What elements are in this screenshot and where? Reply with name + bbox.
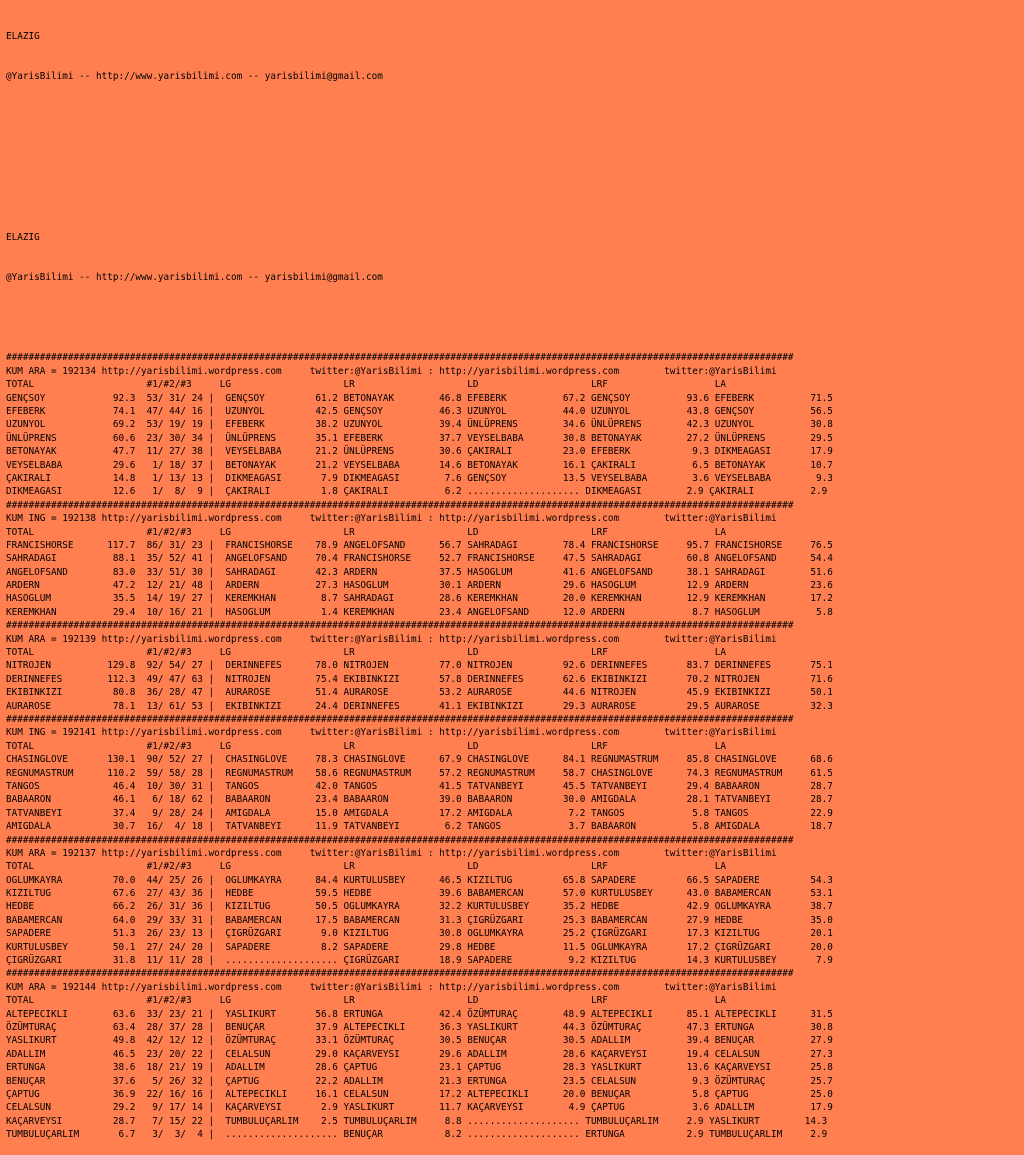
table-row: SAHRADAGI 88.1 35/ 52/ 41 | ANGELOFSAND 70.4 FRANCISHORSE 52.7 FRANCISHORSE 47.5 SAHRADAGI 60.8 ANGELOFSAND 54.4	[6, 553, 833, 565]
table-row: KEREMKHAN 29.4 10/ 16/ 21 | HASOGLUM 1.4 KEREMKHAN 23.4 ANGELOFSAND 12.0 ARDERN 8.7 HASOGLUM 5.8	[6, 606, 833, 618]
table-row: OGLUMKAYRA 70.0 44/ 25/ 26 | OGLUMKAYRA 84.4 KURTULUSBEY 46.5 KIZILTUG 65.8 SAPADERE 66.5 SAPADERE 54.3	[6, 874, 833, 886]
blank-line	[6, 110, 1024, 123]
separator-line: ############################################################################################################################################	[6, 713, 794, 725]
table-row: HASOGLUM 35.5 14/ 19/ 27 | KEREMKHAN 8.7 SAHRADAGI 28.6 KEREMKHAN 20.0 KEREMKHAN 12.9 KEREMKHAN 17.2	[6, 593, 833, 605]
column-headers: TOTAL #1/#2/#3 LG LR LD LRF LA	[6, 526, 727, 538]
table-row: ERTUNGA 38.6 18/ 21/ 19 | ADALLIM 28.6 ÇAPTUG 23.1 ÇAPTUG 28.3 YASLIKURT 13.6 KAÇARVEYSI 25.8	[6, 1062, 833, 1074]
separator-line: ############################################################################################################################################	[6, 968, 794, 980]
table-row: BABAMERCAN 64.0 29/ 33/ 31 | BABAMERCAN 17.5 BABAMERCAN 31.3 ÇIGRÜZGARI 25.3 BABAMERCAN 27.9 HEDBE 35.0	[6, 914, 833, 926]
table-row: FRANCISHORSE 117.7 86/ 31/ 23 | FRANCISHORSE 78.9 ANGELOFSAND 56.7 SAHRADAGI 78.4 FRANCISHORSE 95.7 FRANCISHORSE 76.5	[6, 539, 833, 551]
separator-line: ############################################################################################################################################	[6, 620, 794, 632]
separator-line: ############################################################################################################################################	[6, 834, 794, 846]
table-row: ÇIGRÜZGARI 31.8 11/ 11/ 28 | .................... ÇIGRÜZGARI 18.9 SAPADERE 9.2 KIZILTUG 14.3 KURTULUSBEY 7.9	[6, 955, 833, 967]
table-row: ARDERN 47.2 12/ 21/ 48 | ARDERN 27.3 HASOGLUM 30.1 ARDERN 29.6 HASOGLUM 12.9 ARDERN 23.6	[6, 580, 833, 592]
table-row: BABAARON 46.1 6/ 18/ 62 | BABAARON 23.4 BABAARON 39.0 BABAARON 30.0 AMIGDALA 28.1 TATVANBEYI 28.7	[6, 794, 833, 806]
table-row: BENUÇAR 37.6 5/ 26/ 32 | ÇAPTUG 22.2 ADALLIM 21.3 ERTUNGA 23.5 CELALSUN 9.3 ÖZÜMTURAÇ 25.7	[6, 1075, 833, 1087]
table-row: AURAROSE 78.1 13/ 61/ 53 | EKIBINKIZI 24.4 DERINNEFES 41.1 EKIBINKIZI 29.3 AURAROSE 29.5 AURAROSE 32.3	[6, 700, 833, 712]
race-header: KUM ARA = 192139 http://yarisbilimi.wordpress.com twitter:@YarisBilimi : http://yarisbilimi.wordpress.com twitter:@YarisBilimi	[6, 633, 777, 645]
table-row: ALTEPECIKLI 63.6 33/ 23/ 21 | YASLIKURT 56.8 ERTUNGA 42.4 ÖZÜMTURAÇ 48.9 ALTEPECIKLI 85.1 ALTEPECIKLI 31.5	[6, 1008, 833, 1020]
race-header: KUM ARA = 192137 http://yarisbilimi.wordpress.com twitter:@YarisBilimi : http://yarisbilimi.wordpress.com twitter:@YarisBilimi	[6, 847, 777, 859]
column-headers: TOTAL #1/#2/#3 LG LR LD LRF LA	[6, 379, 727, 391]
city-heading: ELAZIG	[6, 231, 40, 243]
table-row: EFEBERK 74.1 47/ 44/ 16 | UZUNYOL 42.5 GENÇSOY 46.3 UZUNYOL 44.0 UZUNYOL 43.8 GENÇSOY 56.5	[6, 406, 833, 417]
contact-line: @YarisBilimi -- http://www.yarisbilimi.com -- yarisbilimi@gmail.com	[6, 71, 383, 83]
table-row: DIKMEAGASI 12.6 1/ 8/ 9 | ÇAKIRALI 1.8 ÇAKIRALI 6.2 .................... DIKMEAGASI 2.9 ÇAKIRALI 2.9	[6, 486, 828, 498]
table-row: AMIGDALA 30.7 16/ 4/ 18 | TATVANBEYI 11.9 TATVANBEYI 6.2 TANGOS 3.7 BABAARON 5.8 AMIGDALA 18.7	[6, 821, 833, 833]
table-row: VEYSELBABA 29.6 1/ 18/ 37 | BETONAYAK 21.2 VEYSELBABA 14.6 BETONAYAK 16.1 ÇAKIRALI 6.5 BETONAYAK 10.7	[6, 459, 833, 471]
table-row: YASLIKURT 49.8 42/ 12/ 12 | ÖZÜMTURAÇ 33.1 ÖZÜMTURAÇ 30.5 BENUÇAR 30.5 ADALLIM 39.4 BENUÇAR 27.9	[6, 1035, 833, 1047]
table-row: KIZILTUG 67.6 27/ 43/ 36 | HEDBE 59.5 HEDBE 39.6 BABAMERCAN 57.0 KURTULUSBEY 43.0 BABAMERCAN 53.1	[6, 888, 833, 900]
race-header: KUM ING = 192138 http://yarisbilimi.wordpress.com twitter:@YarisBilimi : http://yarisbilimi.wordpress.com twitter:@YarisBilimi	[6, 513, 777, 525]
table-row: KURTULUSBEY 50.1 27/ 24/ 20 | SAPADERE 8.2 SAPADERE 29.8 HEDBE 11.5 OGLUMKAYRA 17.2 ÇIGRÜZGARI 20.0	[6, 941, 833, 953]
table-row: ÖZÜMTURAÇ 63.4 28/ 37/ 28 | BENUÇAR 37.9 ALTEPECIKLI 36.3 YASLIKURT 44.3 ÖZÜMTURAÇ 47.3 ERTUNGA 30.8	[6, 1021, 833, 1033]
column-headers: TOTAL #1/#2/#3 LG LR LD LRF LA	[6, 861, 727, 873]
blank-line	[6, 150, 1024, 163]
table-row: CELALSUN 29.2 9/ 17/ 14 | KAÇARVEYSI 2.9 YASLIKURT 11.7 KAÇARVEYSI 4.9 ÇAPTUG 3.6 ADALLIM 17.9	[6, 1102, 833, 1114]
race-tables	[6, 351, 1024, 1141]
table-row: GENÇSOY 92.3 53/ 31/ 24 | GENÇSOY 61.2 BETONAYAK 46.8 EFEBERK 67.2 GENÇSOY 93.6 EFEBERK 71.5	[6, 392, 833, 404]
blank-line	[6, 191, 1024, 204]
separator-line: ############################################################################################################################################	[6, 352, 794, 364]
table-row: ADALLIM 46.5 23/ 20/ 22 | CELALSUN 29.0 KAÇARVEYSI 29.6 ADALLIM 28.6 KAÇARVEYSI 19.4 CELALSUN 27.3	[6, 1048, 833, 1060]
table-row: TUMBULUÇARLIM 6.7 3/ 3/ 4 | .................... BENUÇAR 8.2 .................... ERTUNGA 2.9 TUMBULUÇARLIM 2.9	[6, 1129, 828, 1141]
table-row: TANGOS 46.4 10/ 30/ 31 | TANGOS 42.0 TANGOS 41.5 TATVANBEYI 45.5 TATVANBEYI 29.4 BABAARON 28.7	[6, 780, 833, 792]
race-header: KUM ARA = 192144 http://yarisbilimi.wordpress.com twitter:@YarisBilimi : http://yarisbilimi.wordpress.com twitter:@YarisBilimi	[6, 981, 777, 993]
table-row: ÜNLÜPRENS 60.6 23/ 30/ 34 | ÜNLÜPRENS 35.1 EFEBERK 37.7 VEYSELBABA 30.8 BETONAYAK 27.2 ÜNLÜPRENS 29.5	[6, 432, 833, 444]
table-row: UZUNYOL 69.2 53/ 19/ 19 | EFEBERK 38.2 UZUNYOL 39.4 ÜNLÜPRENS 34.6 ÜNLÜPRENS 42.3 UZUNYOL 30.8	[6, 419, 833, 431]
separator-line: ############################################################################################################################################	[6, 499, 794, 511]
column-headers: TOTAL #1/#2/#3 LG LR LD LRF LA	[6, 647, 727, 659]
table-row: KAÇARVEYSI 28.7 7/ 15/ 22 | TUMBULUÇARLIM 2.5 TUMBULUÇARLIM 8.8 .................... TUMBULUÇARLIM 2.9 YASLIKURT 14.3	[6, 1115, 828, 1127]
blank-line	[6, 311, 1024, 324]
table-row: DERINNEFES 112.3 49/ 47/ 63 | NITROJEN 75.4 EKIBINKIZI 57.8 DERINNEFES 62.6 EKIBINKIZI 70.2 NITROJEN 71.6	[6, 673, 833, 685]
table-row: TATVANBEYI 37.4 9/ 28/ 24 | AMIGDALA 15.0 AMIGDALA 17.2 AMIGDALA 7.2 TANGOS 5.8 TANGOS 22.9	[6, 807, 833, 819]
race-header: KUM ARA = 192134 http://yarisbilimi.wordpress.com twitter:@YarisBilimi : http://yarisbilimi.wordpress.com twitter:@YarisBilimi	[6, 365, 777, 377]
table-row: SAPADERE 51.3 26/ 23/ 13 | ÇIGRÜZGARI 9.0 KIZILTUG 30.8 OGLUMKAYRA 25.2 ÇIGRÜZGARI 17.3 KIZILTUG 20.1	[6, 928, 833, 940]
table-row: HEDBE 66.2 26/ 31/ 36 | KIZILTUG 50.5 OGLUMKAYRA 32.2 KURTULUSBEY 35.2 HEDBE 42.9 OGLUMKAYRA 38.7	[6, 901, 833, 913]
table-row: ÇAPTUG 36.9 22/ 16/ 16 | ALTEPECIKLI 16.1 CELALSUN 17.2 ALTEPECIKLI 20.0 BENUÇAR 5.8 ÇAPTUG 25.0	[6, 1088, 833, 1100]
table-row: NITROJEN 129.8 92/ 54/ 27 | DERINNEFES 78.0 NITROJEN 77.0 NITROJEN 92.6 DERINNEFES 83.7 DERINNEFES 75.1	[6, 660, 833, 672]
table-row: CHASINGLOVE 130.1 90/ 52/ 27 | CHASINGLOVE 78.3 CHASINGLOVE 67.9 CHASINGLOVE 84.1 REGNUMASTRUM 85.8 CHASINGLOVE 68.6	[6, 754, 833, 766]
table-row: ÇAKIRALI 14.8 1/ 13/ 13 | DIKMEAGASI 7.9 DIKMEAGASI 7.6 GENÇSOY 13.5 VEYSELBABA 3.6 VEYSELBABA 9.3	[6, 472, 833, 484]
table-row: ANGELOFSAND 83.0 33/ 51/ 30 | SAHRADAGI 42.3 ARDERN 37.5 HASOGLUM 41.6 ANGELOFSAND 38.1 SAHRADAGI 51.6	[6, 566, 833, 578]
table-row: EKIBINKIZI 80.8 36/ 28/ 47 | AURAROSE 51.4 AURAROSE 53.2 AURAROSE 44.6 NITROJEN 45.9 EKIBINKIZI 50.1	[6, 687, 833, 699]
contact-line: @YarisBilimi -- http://www.yarisbilimi.com -- yarisbilimi@gmail.com	[6, 272, 383, 284]
race-header: KUM ING = 192141 http://yarisbilimi.wordpress.com twitter:@YarisBilimi : http://yarisbilimi.wordpress.com twitter:@YarisBilimi	[6, 727, 777, 739]
column-headers: TOTAL #1/#2/#3 LG LR LD LRF LA	[6, 995, 727, 1007]
city-heading: ELAZIG	[6, 30, 40, 42]
table-row: BETONAYAK 47.7 11/ 27/ 38 | VEYSELBABA 21.2 ÜNLÜPRENS 30.6 ÇAKIRALI 23.0 EFEBERK 9.3 DIKMEAGASI 17.9	[6, 446, 833, 458]
table-row: REGNUMASTRUM 110.2 59/ 58/ 28 | REGNUMASTRUM 58.6 REGNUMASTRUM 57.2 REGNUMASTRUM 58.7 CHASINGLOVE 74.3 REGNUMASTRUM 61.5	[6, 767, 833, 779]
column-headers: TOTAL #1/#2/#3 LG LR LD LRF LA	[6, 740, 727, 752]
